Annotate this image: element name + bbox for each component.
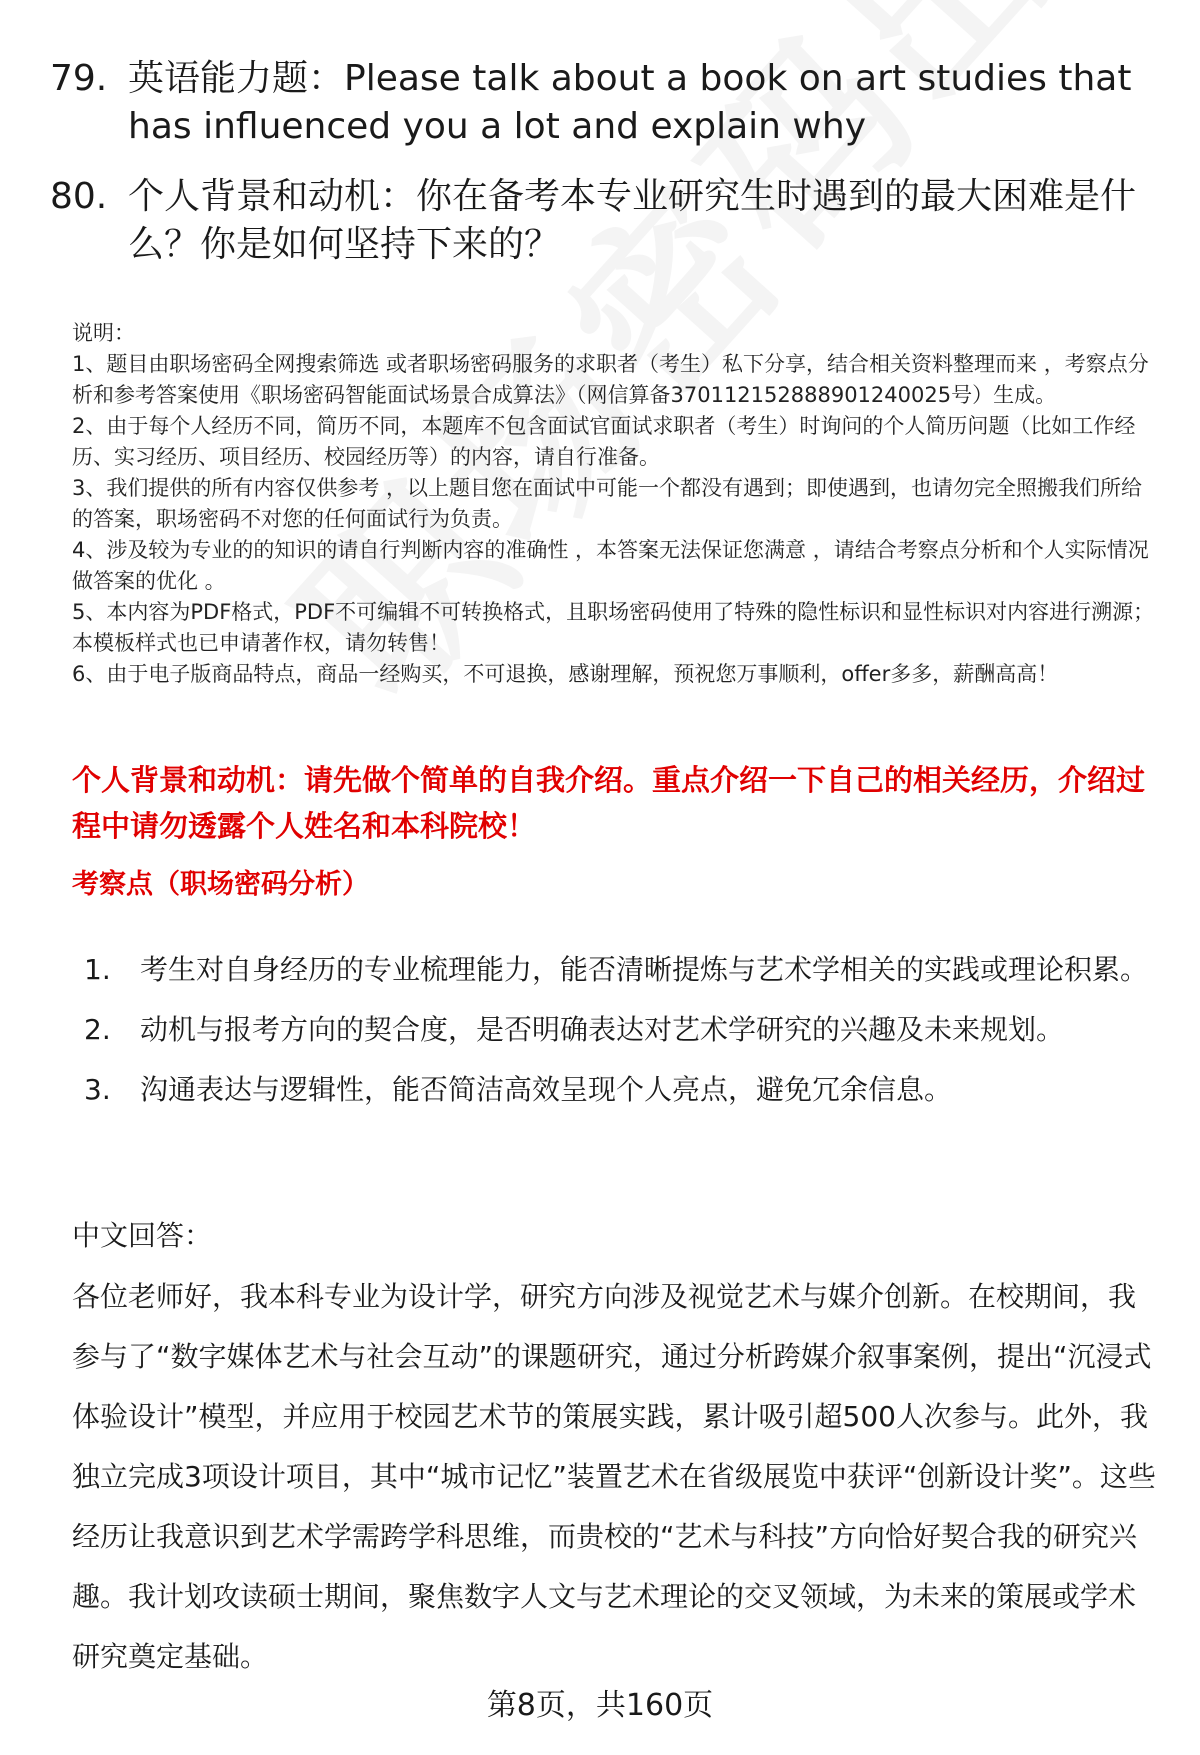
question-80: [50, 173, 1160, 269]
list-item-text: 沟通表达与逻辑性，能否简洁高效呈现个人亮点，避免冗余信息。: [140, 1073, 953, 1106]
notes-item: 4、涉及较为专业的的知识的请自行判断内容的准确性 ，本答案无法保证您满意 ，请结合考察点分析和个人实际情况做答案的优化 。: [72, 538, 1149, 593]
notes-section: [72, 318, 1162, 690]
question-number: 79.: [50, 58, 108, 99]
question-79: [50, 55, 1160, 151]
list-item: [72, 940, 1162, 1000]
list-item-text: 动机与报考方向的契合度，是否明确表达对艺术学研究的兴趣及未来规划。: [140, 1013, 1065, 1046]
analysis-title: 考察点（职场密码分析）: [72, 869, 369, 900]
list-item-number: 3.: [84, 1073, 111, 1106]
notes-item: 3、我们提供的所有内容仅供参考 ，以上题目您在面试中可能一个都没有遇到；即使遇到，也请勿完全照搬我们所给的答案，职场密码不对您的任何面试行为负责。: [72, 476, 1143, 531]
answer-text: 各位老师好，我本科专业为设计学，研究方向涉及视觉艺术与媒介创新。在校期间，我参与了“数字媒体艺术与社会互动”的课题研究，通过分析跨媒介叙事案例，提出“沉浸式体验设计”模型，并应用于校园艺术节的策展实践，累计吸引超500人次参与。此外，我独立完成3项设计项目，其中“城市记忆”装置艺术在省级展览中获评“创新设计奖”。这些经历让我意识到艺术学需跨学科思维，而贵校的“艺术与科技”方向恰好契合我的研究兴趣。我计划攻读硕士期间，聚焦数字人文与艺术理论的交叉领域，为未来的策展或学术研究奠定基础。: [72, 1280, 1156, 1673]
page-number: 第8页，共160页: [486, 1688, 714, 1723]
question-text: 英语能力题：Please talk about a book on art studies that has influenced you a lot and explain why: [128, 58, 1132, 147]
list-item-number: 2.: [84, 1013, 111, 1046]
analysis-list: [72, 940, 1162, 1120]
list-item-text: 考生对自身经历的专业梳理能力，能否清晰提炼与艺术学相关的实践或理论积累。: [140, 953, 1149, 986]
question-number: 80.: [50, 176, 108, 217]
notes-item: 2、由于每个人经历不同，简历不同，本题库不包含面试官面试求职者（考生）时询问的个人简历问题（比如工作经历、实习经历、项目经历、校园经历等）的内容，请自行准备。: [72, 414, 1136, 469]
notes-item: 6、由于电子版商品特点，商品一经购买，不可退换，感谢理解，预祝您万事顺利，offer多多，薪酬高高！: [72, 662, 1059, 686]
answer-label: 中文回答：: [72, 1219, 213, 1252]
question-text: 个人背景和动机：你在备考本专业研究生时遇到的最大困难是什么？你是如何坚持下来的？: [128, 176, 1137, 265]
list-item: [72, 1000, 1162, 1060]
notes-heading: 说明：: [72, 321, 135, 345]
interview-question-title: 个人背景和动机：请先做个简单的自我介绍。重点介绍一下自己的相关经历，介绍过程中请勿透露个人姓名和本科院校！: [72, 763, 1146, 843]
notes-item: 5、本内容为PDF格式，PDF不可编辑不可转换格式，且职场密码使用了特殊的隐性标识和显性标识对内容进行溯源；本模板样式也已申请著作权，请勿转售！: [72, 600, 1155, 655]
list-item: [72, 1060, 1162, 1120]
list-item-number: 1.: [84, 953, 111, 986]
notes-item: 1、题目由职场密码全网搜索筛选 或者职场密码服务的求职者（考生）私下分享，结合相关资料整理而来 ，考察点分析和参考答案使用《职场密码智能面试场景合成算法》（网信算备370112152888901240025号）生成。: [72, 352, 1149, 407]
